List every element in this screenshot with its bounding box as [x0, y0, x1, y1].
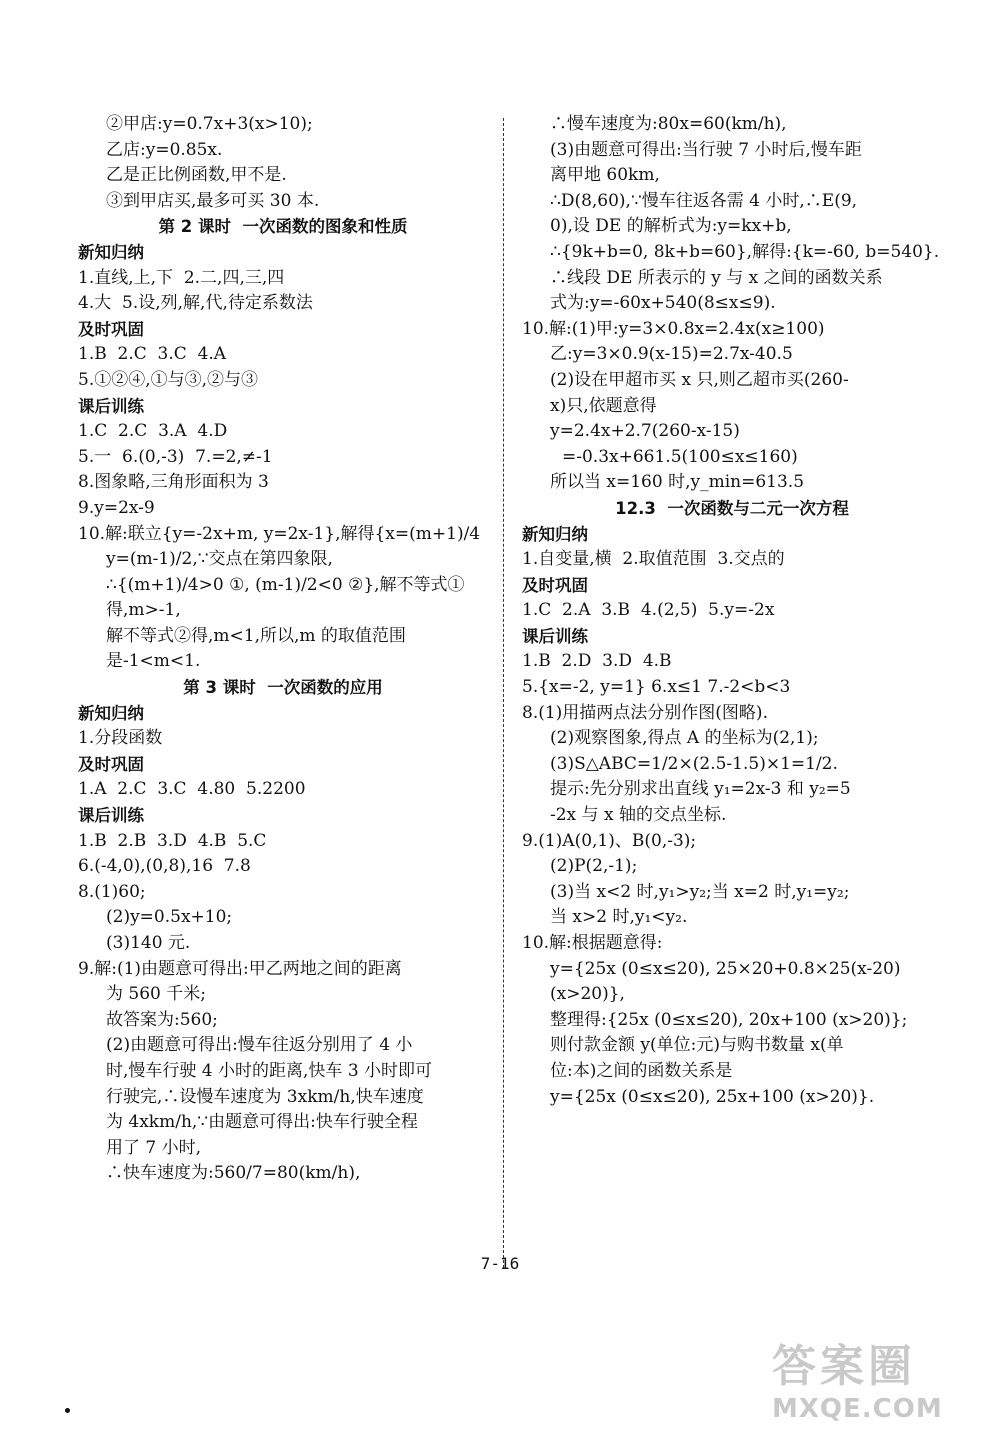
left-line: 1.分段函数 [78, 728, 163, 749]
left-line: 乙店:y=0.85x. [106, 139, 223, 160]
corner-dot [65, 1408, 70, 1413]
right-line: 乙:y=3×0.9(x-15)=2.7x-40.5 [550, 344, 793, 365]
left-line: 8.(1)60; [78, 881, 146, 902]
left-line: (3)140 元. [106, 933, 191, 953]
right-line: 离甲地 60km, [550, 165, 660, 186]
left-line: 5.一 6.(0,-3) 7.=2,≠-1 [78, 446, 273, 467]
left-line: 8.图象略,三角形面积为 3 [78, 472, 269, 493]
right-line: 整理得:{25x (0≤x≤20), 20x+100 (x>20)}; [550, 1009, 908, 1030]
right-line: 课后训练 [522, 626, 588, 646]
left-line: 乙是正比例函数,甲不是. [106, 165, 287, 186]
right-line: 9.(1)A(0,1)、B(0,-3); [522, 830, 697, 851]
right-line: ∴D(8,60),∵慢车往返各需 4 小时,∴E(9, [550, 190, 858, 211]
left-line: 第 2 课时 一次函数的图象和性质 [158, 217, 408, 237]
right-line: (3)S△ABC=1/2×(2.5-1.5)×1=1/2. [550, 753, 838, 774]
left-line: (2)y=0.5x+10; [106, 907, 233, 928]
left-line: (2)由题意可得出:慢车往返分别用了 4 小 [106, 1035, 413, 1056]
left-line: 故答案为:560; [106, 1009, 218, 1030]
right-line: x)只,依题意得 [550, 395, 657, 416]
right-line: 位:本)之间的函数关系是 [550, 1060, 733, 1081]
right-line: (3)由题意可得出:当行驶 7 小时后,慢车距 [550, 139, 862, 160]
left-line: 5.①②④,①与③,②与③ [78, 369, 259, 390]
left-line: ③到甲店买,最多可买 30 本. [106, 190, 320, 211]
left-line: 6.(-4,0),(0,8),16 7.8 [78, 856, 251, 877]
watermark-logo [772, 1330, 982, 1430]
left-line: 1.B 2.C 3.C 4.A [78, 344, 227, 365]
right-line: =-0.3x+661.5(100≤x≤160) [562, 446, 798, 467]
left-line: 课后训练 [78, 396, 144, 416]
left-line: y=(m-1)/2,∵交点在第四象限, [106, 549, 333, 570]
right-line: (2)P(2,-1); [550, 856, 638, 877]
watermark-title: 答案圈 [772, 1341, 916, 1392]
right-line: 当 x>2 时,y₁<y₂. [550, 907, 688, 928]
left-line: 为 560 千米; [106, 984, 206, 1005]
left-line: 解不等式②得,m<1,所以,m 的取值范围 [106, 625, 406, 646]
right-line: 8.(1)用描两点法分别作图(图略). [522, 702, 768, 723]
right-line: y=2.4x+2.7(260-x-15) [550, 421, 740, 442]
left-line: 1.直线,上,下 2.二,四,三,四 [78, 267, 285, 288]
right-line: -2x 与 x 轴的交点坐标. [550, 805, 727, 826]
right-line: y={25x (0≤x≤20), 25×20+0.8×25(x-20) (x>20)}, [550, 958, 901, 1005]
right-line: (2)观察图象,得点 A 的坐标为(2,1); [550, 728, 819, 749]
left-line: 新知归纳 [78, 242, 144, 262]
watermark-url: MXQE.COM [772, 1394, 943, 1424]
left-line: 用了 7 小时, [106, 1137, 202, 1158]
right-line: 10.解:(1)甲:y=3×0.8x=2.4x(x≥100) [522, 318, 825, 339]
right-line: ∴线段 DE 所表示的 y 与 x 之间的函数关系 [550, 267, 883, 288]
right-line: 所以当 x=160 时,y_min=613.5 [550, 472, 805, 493]
left-column [78, 112, 488, 1187]
right-line: 1.B 2.D 3.D 4.B [522, 651, 672, 672]
right-line: 10.解:根据题意得: [522, 933, 663, 953]
left-line: 4.大 5.设,列,解,代,待定系数法 [78, 293, 313, 314]
right-line: ∴慢车速度为:80x=60(km/h), [550, 114, 787, 134]
left-line: 1.B 2.B 3.D 4.B 5.C [78, 830, 267, 851]
left-line: 为 4xkm/h,∵由题意可得出:快车行驶全程 [106, 1112, 418, 1133]
left-line: ②甲店:y=0.7x+3(x>10); [106, 114, 313, 134]
right-line: 1.C 2.A 3.B 4.(2,5) 5.y=-2x [522, 600, 775, 621]
left-line: 时,慢车行驶 4 小时的距离,快车 3 小时即可 [106, 1060, 433, 1081]
right-column [522, 112, 942, 1110]
right-line: ∴{9k+b=0, 8k+b=60},解得:{k=-60, b=540}. [550, 241, 940, 262]
left-line: 新知归纳 [78, 703, 144, 723]
left-line: ∴{(m+1)/4>0 ①, (m-1)/2<0 ②},解不等式①得,m>-1, [106, 574, 465, 621]
left-line: 及时巩固 [78, 754, 144, 774]
right-line: (3)当 x<2 时,y₁>y₂;当 x=2 时,y₁=y₂; [550, 881, 850, 902]
left-line: 1.A 2.C 3.C 4.80 5.2200 [78, 779, 306, 800]
left-line: 9.解:(1)由题意可得出:甲乙两地之间的距离 [78, 958, 402, 979]
left-line: 行驶完,∴设慢车速度为 3xkm/h,快车速度 [106, 1086, 424, 1107]
right-line: 式为:y=-60x+540(8≤x≤9). [550, 293, 776, 314]
right-line: 新知归纳 [522, 524, 588, 544]
left-line: ∴快车速度为:560/7=80(km/h), [106, 1163, 361, 1184]
left-line: 1.C 2.C 3.A 4.D [78, 421, 228, 442]
right-line: 5.{x=-2, y=1} 6.x≤1 7.-2<b<3 [522, 677, 791, 698]
right-line: 0),设 DE 的解析式为:y=kx+b, [550, 216, 792, 237]
right-line: (2)设在甲超市买 x 只,则乙超市买(260- [550, 369, 849, 390]
left-line: 第 3 课时 一次函数的应用 [183, 678, 383, 698]
left-line: 9.y=2x-9 [78, 497, 155, 518]
right-line: 及时巩固 [522, 575, 588, 595]
right-line: 提示:先分别求出直线 y₁=2x-3 和 y₂=5 [550, 779, 851, 800]
column-divider [503, 118, 504, 1268]
right-line: 12.3 一次函数与二元一次方程 [615, 498, 849, 518]
right-line: 1.自变量,横 2.取值范围 3.交点的 [522, 549, 785, 570]
page-number: 7-16 [480, 1254, 520, 1273]
left-line: 10.解:联立{y=-2x+m, y=2x-1},解得{x=(m+1)/4 [78, 523, 481, 544]
right-line: 则付款金额 y(单位:元)与购书数量 x(单 [550, 1035, 844, 1056]
left-line: 是-1<m<1. [106, 651, 201, 672]
right-line: y={25x (0≤x≤20), 25x+100 (x>20)}. [550, 1086, 875, 1107]
left-line: 及时巩固 [78, 319, 144, 339]
left-line: 课后训练 [78, 806, 144, 826]
